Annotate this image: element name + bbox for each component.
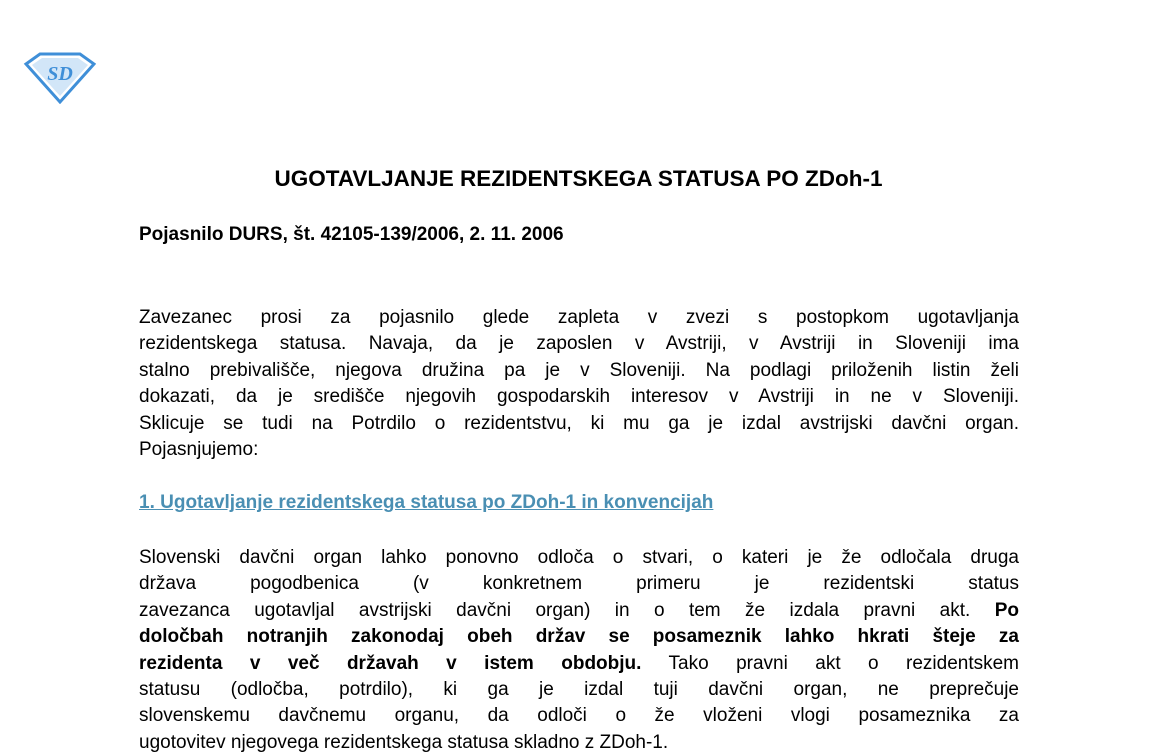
paragraph-line <box>139 598 1019 624</box>
logo-lettering: SD <box>47 63 73 85</box>
paragraph-line <box>139 651 1019 677</box>
bold-text-run: določbah notranjih zakonodaj obeh držav se posameznik lahko hkrati šteje za <box>139 626 1019 648</box>
paragraph-line: ugotovitev njegovega rezidentskega statusa skladno z ZDoh-1. <box>139 731 669 753</box>
paragraph-line: Zavezanec prosi za pojasnilo glede zapleta v zvezi s postopkom ugotavljanja <box>139 307 1019 328</box>
paragraph-line: statusu (odločba, potrdilo), ki ga je izdal tuji davčni organ, ne preprečuje <box>139 679 1019 701</box>
paragraph-line: Sklicuje se tudi na Potrdilo o rezidentstvu, ki mu ga je izdal avstrijski davčni organ. <box>139 412 1019 434</box>
bold-text-run: rezidenta v več državah v istem obdobju. <box>139 652 642 674</box>
text-run: zavezanca ugotavljal avstrijski davčni organ) in o tem že izdala pravni akt. <box>139 599 971 621</box>
intro-paragraph <box>139 305 1019 463</box>
text-run: Tako pravni akt o rezidentskem <box>668 652 1020 674</box>
paragraph-line: dokazati, da je središče njegovih gospodarskih interesov v Avstriji in ne v Sloveniji. <box>139 386 1019 408</box>
paragraph-line: slovenskemu davčnemu organu, da odloči o že vloženi vlogi posameznika za <box>139 705 1019 727</box>
document-subtitle: Pojasnilo DURS, št. 42105-139/2006, 2. 11. 2006 <box>139 224 564 245</box>
bold-text-run: Po <box>994 599 1019 621</box>
section-heading-link[interactable]: 1. Ugotavljanje rezidentskega statusa po ZDoh-1 in konvencijah <box>139 492 714 513</box>
paragraph-line: Slovenski davčni organ lahko ponovno odloča o stvari, o kateri je že odločala druga <box>139 547 1019 568</box>
company-logo <box>22 50 96 104</box>
paragraph-line: rezidentskega statusa. Navaja, da je zaposlen v Avstriji, v Avstriji in Sloveniji ima <box>139 333 1019 355</box>
paragraph-line: država pogodbenica (v konkretnem primeru je rezidentski status <box>139 573 1019 595</box>
paragraph-line: Pojasnjujemo: <box>139 439 259 461</box>
section-paragraph <box>139 545 1019 756</box>
paragraph-line: stalno prebivališče, njegova družina pa je v Sloveniji. Na podlagi priloženih listin želi <box>139 359 1019 381</box>
document-title: UGOTAVLJANJE REZIDENTSKEGA STATUSA PO ZDoh-1 <box>274 166 883 191</box>
paragraph-line <box>139 624 1019 650</box>
